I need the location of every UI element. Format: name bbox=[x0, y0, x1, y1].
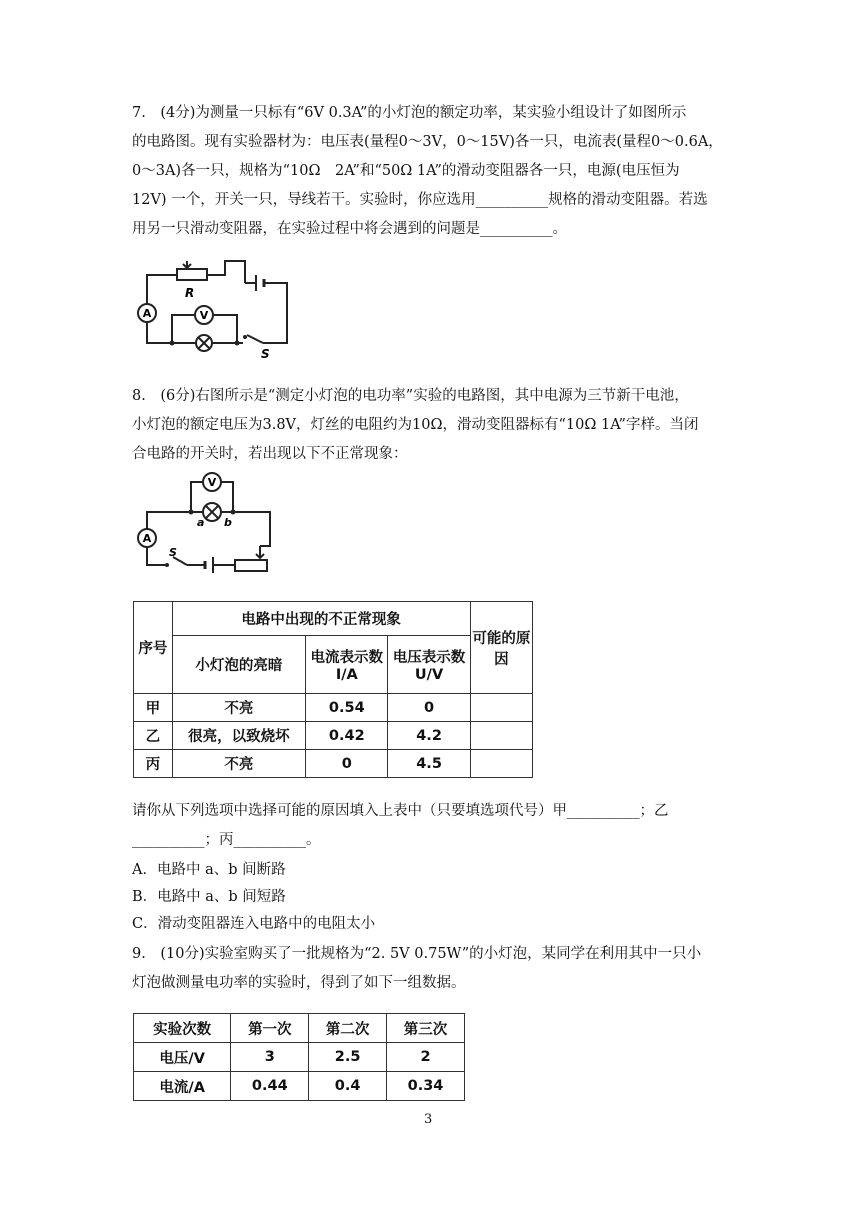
cell-seq: 丙 bbox=[134, 750, 173, 778]
header-cell: 第二次 bbox=[309, 1014, 387, 1043]
header-seq: 序号 bbox=[134, 602, 173, 694]
text-line: 7. (4分)为测量一只标有“6V 0.3A”的小灯泡的额定功率，某实验小组设计了如图所示 bbox=[132, 105, 687, 121]
cell-reason-blank bbox=[470, 750, 532, 778]
option-c: C．滑动变阻器连入电路中的电阻太小 bbox=[132, 916, 376, 932]
header-current: 电流表示数 I/A bbox=[306, 636, 388, 694]
point-a-label: a bbox=[197, 516, 205, 529]
cell-brightness: 很亮，以致烧坏 bbox=[172, 722, 305, 750]
cell-value: 3 bbox=[231, 1043, 309, 1072]
row-label: 电压/V bbox=[134, 1043, 231, 1072]
text-line: 请你从下列选项中选择可能的原因填入上表中（只要填选项代号）甲__________；乙 bbox=[132, 803, 669, 819]
ammeter bbox=[138, 529, 156, 547]
cell-current: 0.54 bbox=[306, 694, 388, 722]
text-line: 合电路的开关时，若出现以下不正常现象： bbox=[132, 446, 408, 462]
table-row bbox=[134, 1043, 465, 1072]
header-voltage: 电压表示数 U/V bbox=[388, 636, 470, 694]
q9-text bbox=[132, 940, 732, 998]
cell-value: 0.34 bbox=[387, 1072, 465, 1101]
q7-circuit-diagram bbox=[125, 255, 300, 360]
q7-text bbox=[132, 99, 732, 244]
cell-value: 0.44 bbox=[231, 1072, 309, 1101]
cell-reason-blank bbox=[470, 694, 532, 722]
ammeter-label: A bbox=[142, 307, 152, 320]
cell-brightness: 不亮 bbox=[172, 694, 305, 722]
cell-current: 0.42 bbox=[306, 722, 388, 750]
q8-circuit-diagram bbox=[125, 468, 280, 578]
text-line: 9. (10分)实验室购买了一批规格为“2. 5V 0.75W”的小灯泡，某同学在利用其中一只小 bbox=[132, 946, 702, 962]
table-row bbox=[134, 722, 533, 750]
text-line: 0～3A)各一只，规格为“10Ω 2A”和“50Ω 1A”的滑动变阻器各一只，电源(电压恒为 bbox=[132, 163, 680, 179]
cell-value: 2 bbox=[387, 1043, 465, 1072]
voltmeter-label: V bbox=[199, 309, 209, 322]
table-row bbox=[134, 750, 533, 778]
page-number: 3 bbox=[424, 1112, 433, 1127]
option-b: B．电路中 a、b 间短路 bbox=[132, 889, 286, 905]
rheostat-label: R bbox=[185, 286, 195, 300]
header-reason: 可能的原因 bbox=[470, 602, 532, 694]
voltmeter bbox=[195, 306, 213, 324]
text-line: 小灯泡的额定电压为3.8V，灯丝的电阻约为10Ω，滑动变阻器标有“10Ω 1A”字样。当闭 bbox=[132, 417, 699, 433]
cell-voltage: 0 bbox=[388, 694, 470, 722]
cell-seq: 甲 bbox=[134, 694, 173, 722]
cell-reason-blank bbox=[470, 722, 532, 750]
header-cell: 第三次 bbox=[387, 1014, 465, 1043]
point-b-label: b bbox=[224, 516, 232, 529]
table-row bbox=[134, 1072, 465, 1101]
voltmeter-label: V bbox=[207, 476, 217, 489]
header-cell: 实验次数 bbox=[134, 1014, 231, 1043]
ammeter bbox=[138, 304, 156, 322]
table-row bbox=[134, 694, 533, 722]
switch-label: S bbox=[261, 347, 270, 360]
cell-current: 0 bbox=[306, 750, 388, 778]
text-line: 12V) 一个，开关一只，导线若干。实验时，你应选用__________规格的滑动变阻器。若选 bbox=[132, 192, 708, 208]
q9-data-table bbox=[133, 1013, 465, 1101]
switch-label: S bbox=[169, 546, 177, 559]
row-label: 电流/A bbox=[134, 1072, 231, 1101]
ammeter-label: A bbox=[142, 532, 152, 545]
q8-text bbox=[132, 382, 732, 469]
header-group: 电路中出现的不正常现象 bbox=[172, 602, 470, 636]
option-a: A．电路中 a、b 间断路 bbox=[132, 862, 286, 878]
text-line: 的电路图。现有实验器材为：电压表(量程0～3V，0～15V)各一只，电流表(量程0～0.6A， bbox=[132, 134, 723, 150]
text-line: 8. (6分)右图所示是“测定小灯泡的电功率”实验的电路图，其中电源为三节新干电池， bbox=[132, 388, 689, 404]
text-line: 用另一只滑动变阻器，在实验过程中将会遇到的问题是__________。 bbox=[132, 221, 567, 237]
cell-value: 2.5 bbox=[309, 1043, 387, 1072]
text-line: 灯泡做测量电功率的实验时，得到了如下一组数据。 bbox=[132, 975, 466, 991]
cell-voltage: 4.2 bbox=[388, 722, 470, 750]
header-brightness: 小灯泡的亮暗 bbox=[172, 636, 305, 694]
q8-phenomena-table bbox=[133, 601, 533, 778]
q8-instruction-text bbox=[132, 797, 732, 855]
cell-value: 0.4 bbox=[309, 1072, 387, 1101]
header-cell: 第一次 bbox=[231, 1014, 309, 1043]
cell-seq: 乙 bbox=[134, 722, 173, 750]
cell-voltage: 4.5 bbox=[388, 750, 470, 778]
text-line: __________；丙__________。 bbox=[132, 832, 321, 848]
cell-brightness: 不亮 bbox=[172, 750, 305, 778]
voltmeter bbox=[203, 473, 221, 491]
table-header-row bbox=[134, 1014, 465, 1043]
